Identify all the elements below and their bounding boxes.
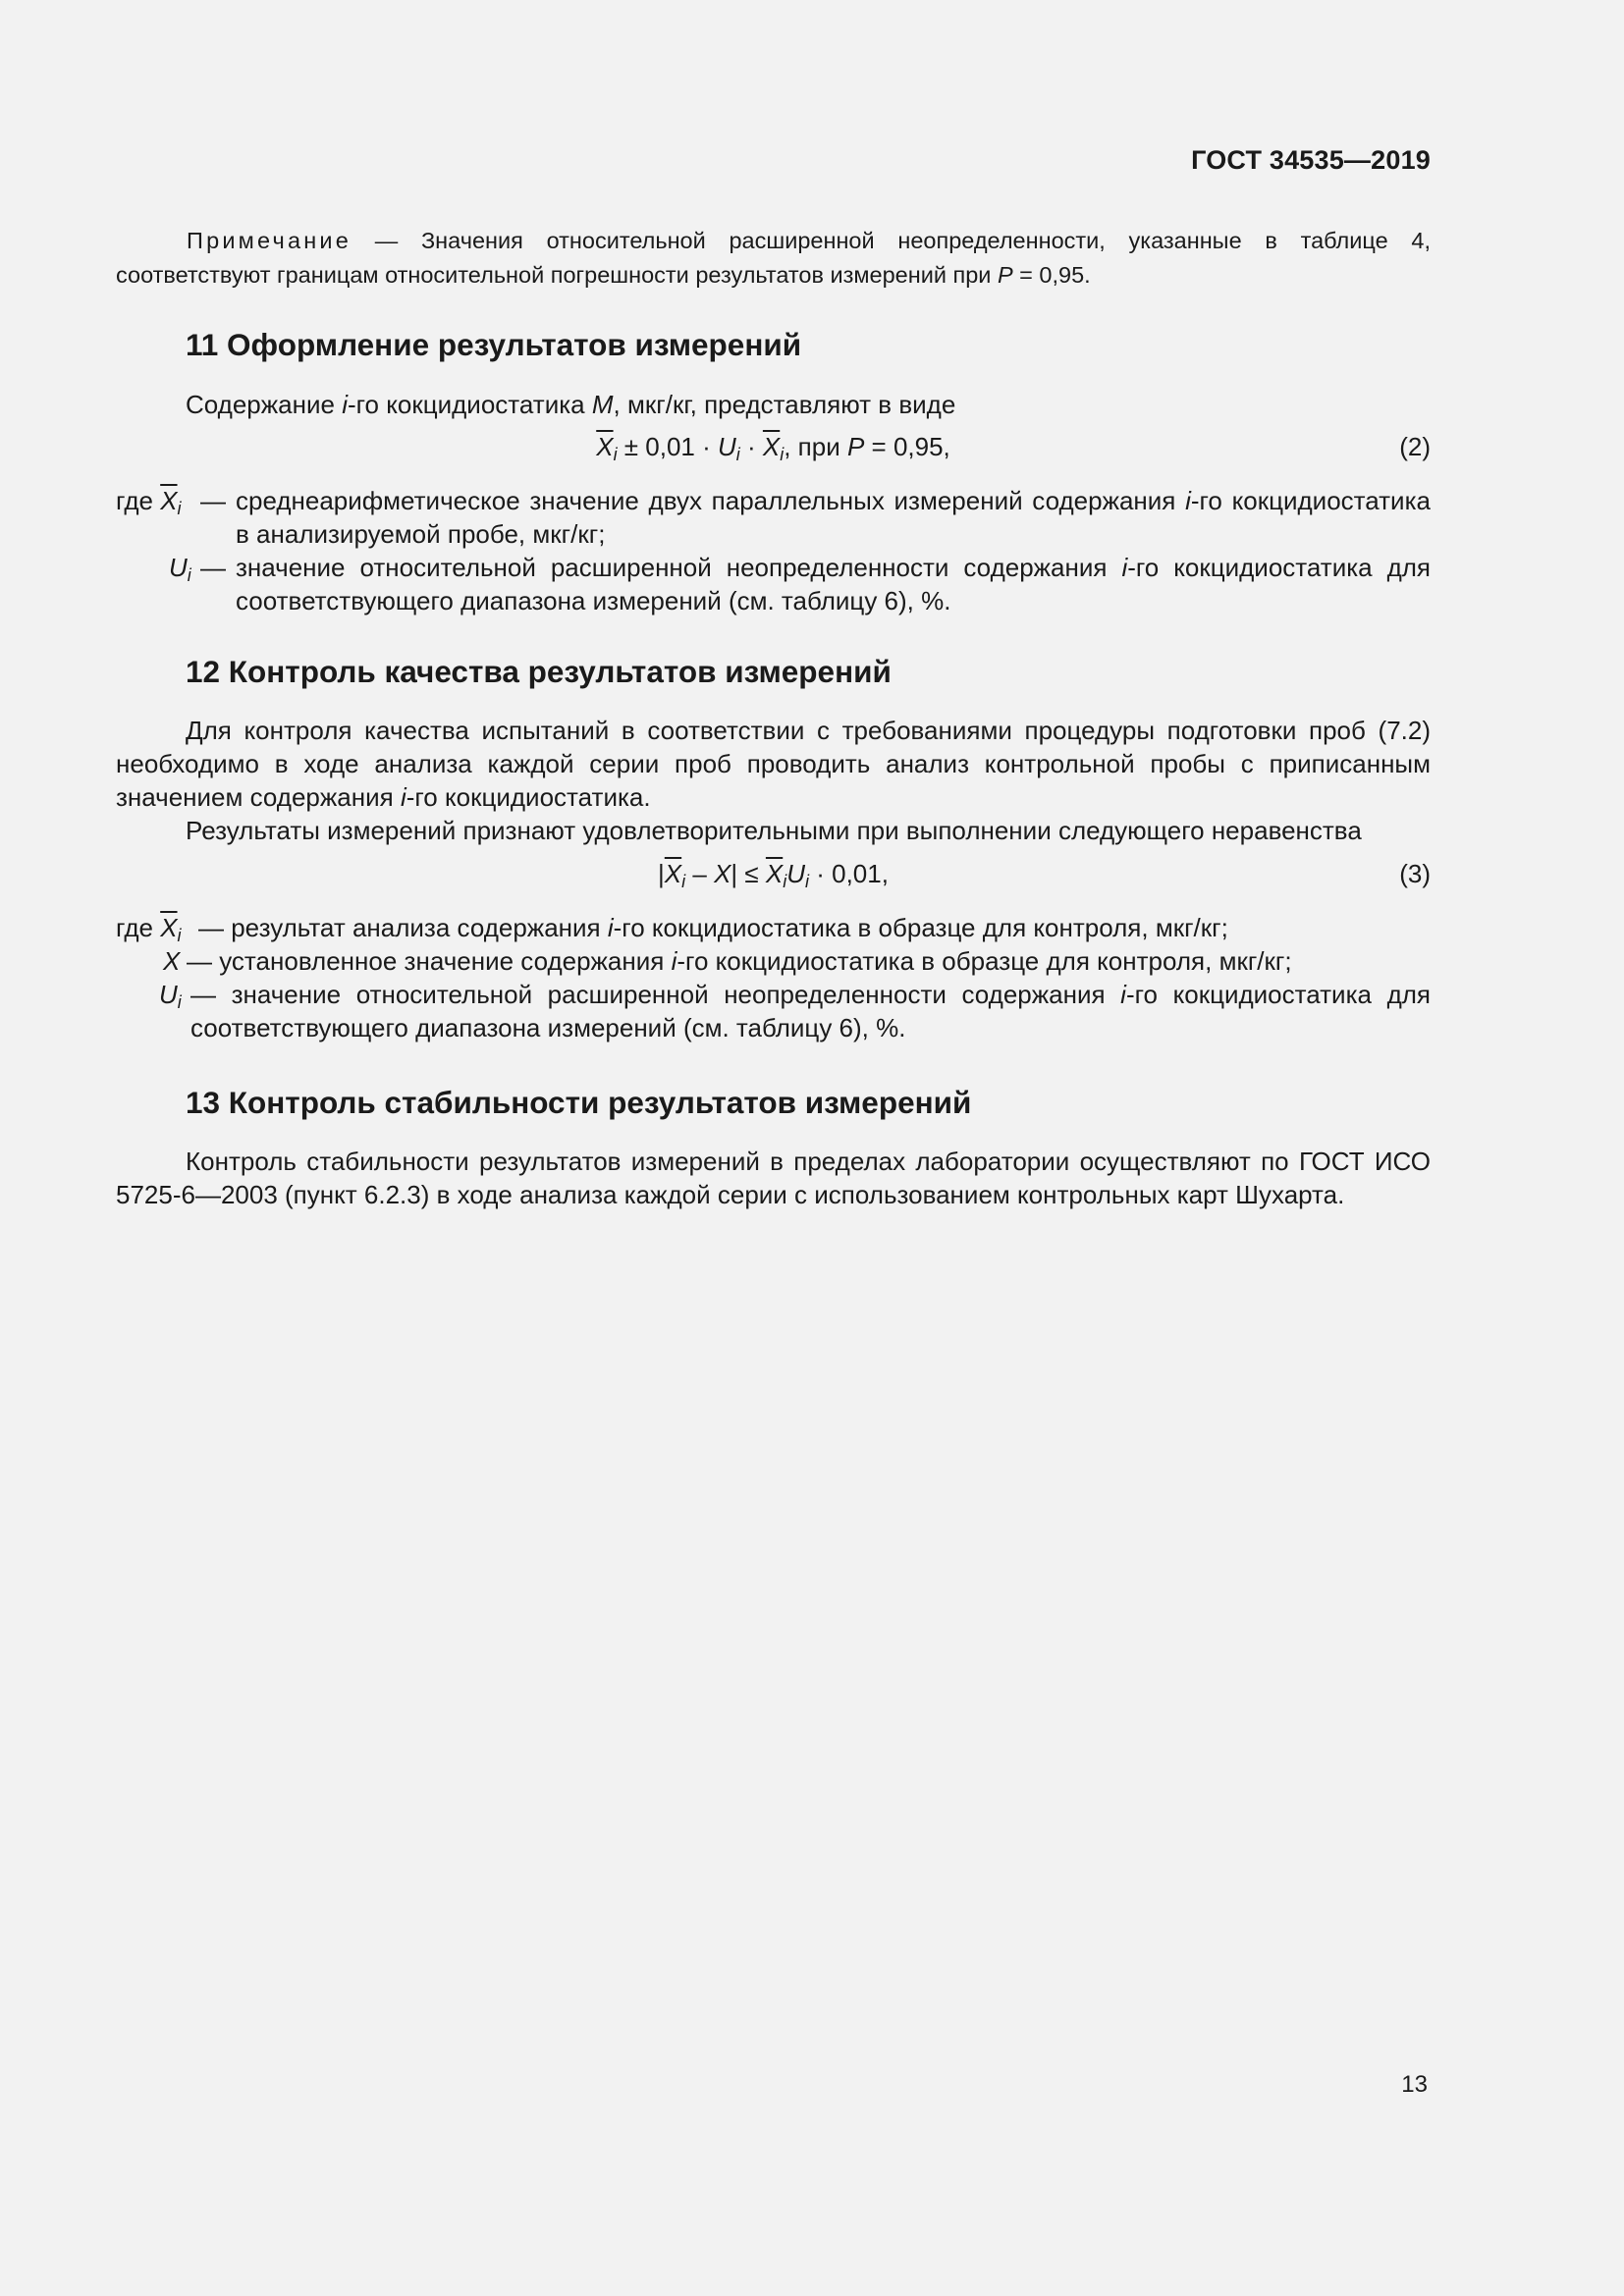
note-p-value: = 0,95. [1012,262,1091,288]
section-13-paragraph-1: Контроль стабильности результатов измерений в пределах лаборатории осуществляют по ГОСТ ИСО 5725-6—2003 (пункт 6.2.3) в ходе анализа каждой серии с использованием контрольных карт Шухарта. [116,1147,1431,1209]
definition-x: X — установленное значение содержания i-го кокцидиостатика в образце для контроля, мкг/кг; [163,946,1292,976]
section-12-paragraph-1: Для контроля качества испытаний в соответствии с требованиями процедуры подготовки проб (7.2) необходимо в ходе анализа каждой серии проб проводить анализ контрольной пробы с приписанным значением содержания i-го кокцидиостатика. [116,716,1431,812]
section-12-title: 12 Контроль качества результатов измерений [186,654,892,689]
note-label: Примечание [187,228,352,253]
formula-2-expression: $\overline{X}_i \pm 0,01 \cdot U_i \cdot \overline{X}_i$, при P = 0,95, [596,432,950,464]
formula-3-expression: $|\overline{X}_i - X| \le \overline{X}_iU_i \cdot 0,01$, [658,859,889,891]
definition-ui: $U_i$ — значение относительной расширенной неопределенности содержания i-го кокцидиостатика для соответствующего диапазона измерений (см. таблицу 6), %. [169,553,1431,615]
definition-xi-control: где $\overline{X}_i$ — результат анализа содержания i-го кокцидиостатика в образце для контроля, мкг/кг; [116,913,1228,945]
note-p-symbol: P [997,262,1013,288]
note-block [116,224,1431,293]
page-number: 13 [1401,2071,1428,2098]
note-text: — Значения относительной расширенной неопределенности, указанные в таблице 4, соответствуют границам относительной погрешности результатов измерений при [116,228,1431,288]
section-12-paragraph-2: Результаты измерений признают удовлетворительными при выполнении следующего неравенства [186,816,1362,845]
definition-xi: где $\overline{X}_i$ — среднеарифметическое значение двух параллельных измерений содержания i-го кокцидиостатика в анализируемой пробе, мкг/кг; [116,486,1431,549]
formula-3-number: (3) [1399,859,1431,888]
definition-ui-control: $U_i$ — значение относительной расширенной неопределенности содержания i-го кокцидиостатика для соответствующего диапазона измерений (см. таблицу 6), %. [159,980,1431,1042]
formula-3 [116,859,1431,894]
section-13-title: 13 Контроль стабильности результатов измерений [186,1085,972,1120]
formula-2 [116,432,1431,467]
document-code: ГОСТ 34535—2019 [1191,145,1431,175]
formula-2-number: (2) [1399,432,1431,461]
section-11-title: 11 Оформление результатов измерений [186,327,802,362]
section-11-intro: Содержание i-го кокцидиостатика M, мкг/кг, представляют в виде [186,390,956,419]
